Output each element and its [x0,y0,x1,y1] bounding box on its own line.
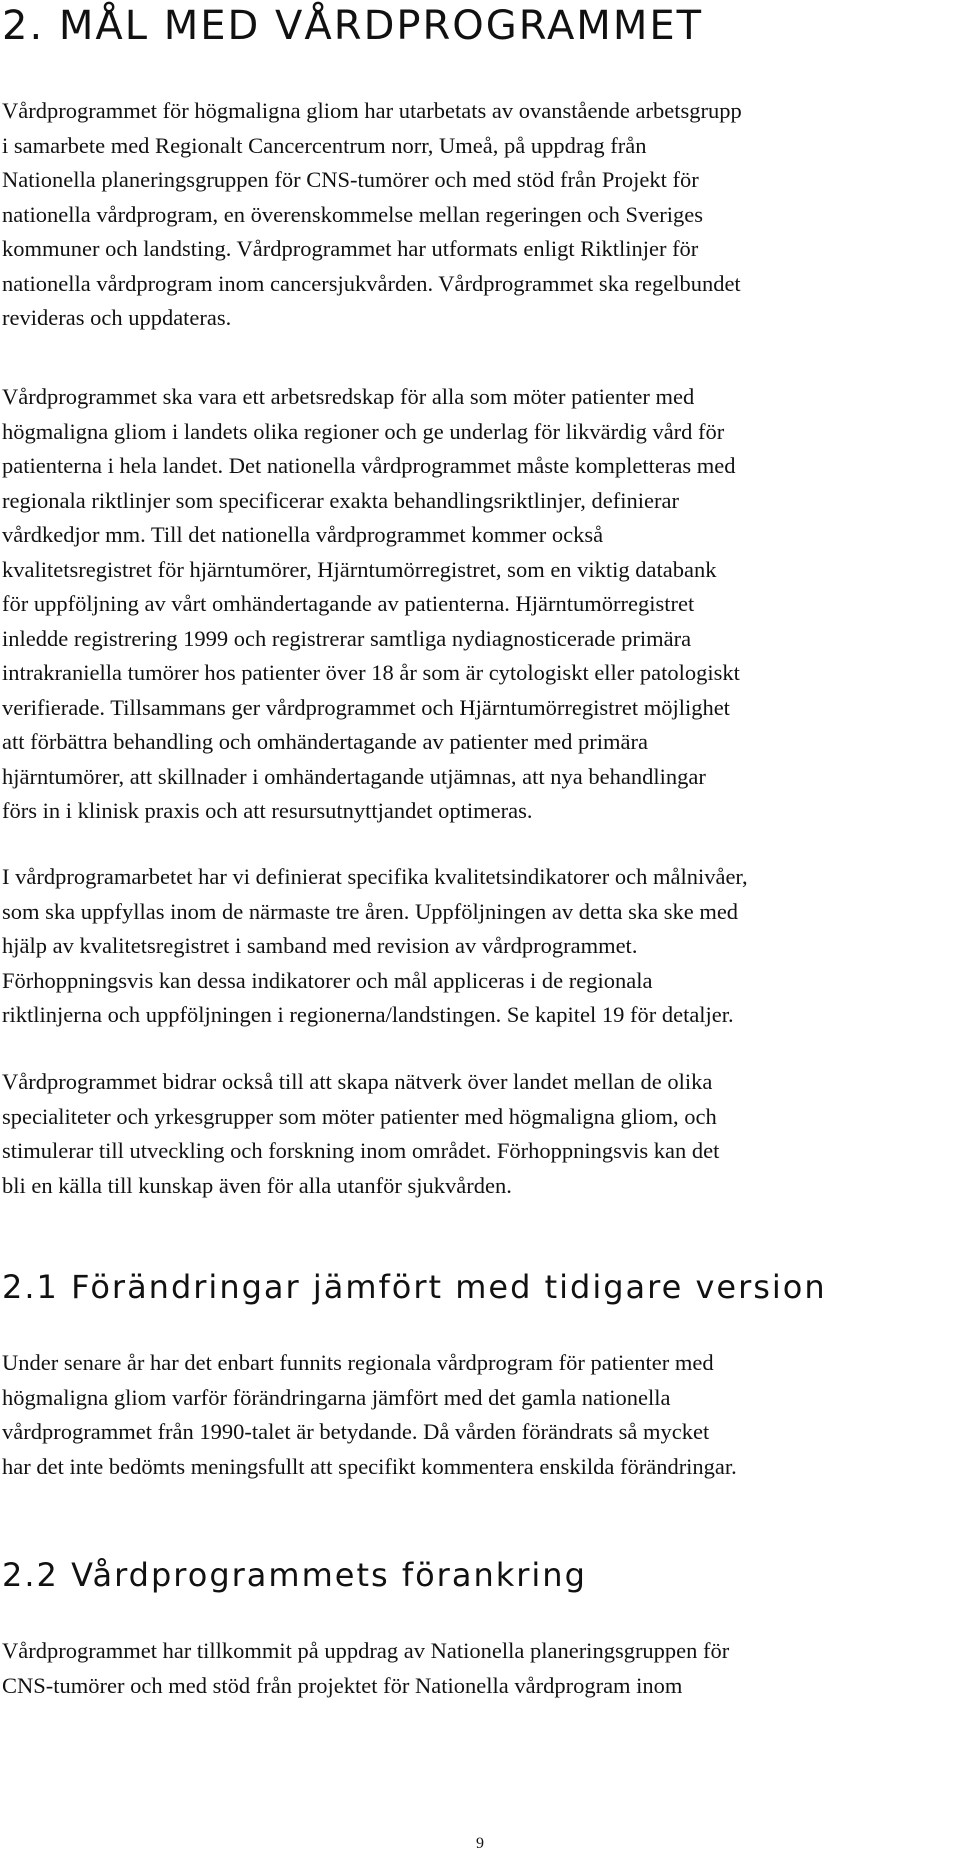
text-line: Vårdprogrammet har tillkommit på uppdrag av Nationella planeringsgruppen för [2,1638,730,1663]
text-line: hjärntumörer, att skillnader i omhändertagande utjämnas, att nya behandlingar [2,763,706,789]
text-line: att förbättra behandling och omhändertagande av patienter med primära [2,729,648,754]
text-line: vårdprogrammet från 1990-talet är betydande. Då vården förändrats så mycket [2,1419,710,1444]
text-line: stimulerar till utveckling och forskning inom området. Förhoppningsvis kan det [2,1138,720,1163]
paragraph-network [2,1065,958,1203]
paragraph-purpose [2,380,958,829]
paragraph-changes [2,1346,958,1484]
text-line: nationella vårdprogram inom cancersjukvården. Vårdprogrammet ska regelbundet [2,270,741,296]
page-number: 9 [476,1835,484,1852]
text-line: Under senare år har det enbart funnits regionala vårdprogram för patienter med [2,1350,714,1375]
text-line: förs in i klinisk praxis och att resursutnyttjandet optimeras. [2,798,533,823]
text-line: högmaligna gliom varför förändringarna jämfört med det gamla nationella [2,1384,671,1410]
text-line: regionala riktlinjer som specificerar exakta behandlingsriktlinjer, definierar [2,487,679,513]
text-line: riktlinjerna och uppföljningen i regionerna/landstingen. Se kapitel 19 för detaljer. [2,1002,734,1027]
text-line: högmaligna gliom i landets olika regioner och ge underlag för likvärdig vård för [2,418,725,444]
text-line: intrakraniella tumörer hos patienter över 18 år som är cytologiskt eller patologiskt [2,660,740,685]
text-line: verifierade. Tillsammans ger vårdprogrammet och Hjärntumörregistret möjlighet [2,694,730,720]
text-line: nationella vårdprogram, en överenskommelse mellan regeringen och Sveriges [2,201,704,227]
text-line: för uppföljning av vårt omhändertagande av patienterna. Hjärntumörregistret [2,591,695,616]
paragraph-intro [2,94,958,336]
paragraph-anchoring [2,1634,958,1703]
text-line: i samarbete med Regionalt Cancercentrum norr, Umeå, på uppdrag från [2,132,647,158]
text-line: Nationella planeringsgruppen för CNS-tumörer och med stöd från Projekt för [2,167,699,192]
text-line: kommuner och landsting. Vårdprogrammet har utformats enligt Riktlinjer för [2,236,699,261]
text-line: patienterna i hela landet. Det nationella vårdprogrammet måste kompletteras med [2,453,736,478]
section-heading: 2. MÅL MED VÅRDPROGRAMMET [2,3,704,49]
text-line: Vårdprogrammet ska vara ett arbetsredskap för alla som möter patienter med [2,384,695,409]
text-line: kvalitetsregistret för hjärntumörer, Hjärntumörregistret, som en viktig databank [2,556,717,582]
text-line: Förhoppningsvis kan dessa indikatorer och mål appliceras i de regionala [2,967,653,993]
text-line: Vårdprogrammet bidrar också till att skapa nätverk över landet mellan de olika [2,1069,713,1094]
paragraph-quality-indicators [2,860,958,1033]
subsection-heading-changes: 2.1 Förändringar jämfört med tidigare version [2,1268,827,1306]
text-line: har det inte bedömts meningsfullt att specifikt kommentera enskilda förändringar. [2,1453,737,1479]
text-line: bli en källa till kunskap även för alla utanför sjukvården. [2,1172,512,1198]
subsection-heading-anchoring: 2.2 Vårdprogrammets förankring [2,1556,587,1594]
text-line: vårdkedjor mm. Till det nationella vårdprogrammet kommer också [2,522,604,547]
text-line: I vårdprogramarbetet har vi definierat specifika kvalitetsindikatorer och målnivåer, [2,864,748,889]
text-line: specialiteter och yrkesgrupper som möter patienter med högmaligna gliom, och [2,1103,717,1129]
text-line: CNS-tumörer och med stöd från projektet för Nationella vårdprogram inom [2,1672,683,1698]
text-line: revideras och uppdateras. [2,305,232,330]
text-line: hjälp av kvalitetsregistret i samband med revision av vårdprogrammet. [2,933,638,958]
text-line: som ska uppfyllas inom de närmaste tre åren. Uppföljningen av detta ska ske med [2,898,739,924]
text-line: Vårdprogrammet för högmaligna gliom har utarbetats av ovanstående arbetsgrupp [2,98,742,123]
text-line: inledde registrering 1999 och registrerar samtliga nydiagnosticerade primära [2,625,692,651]
